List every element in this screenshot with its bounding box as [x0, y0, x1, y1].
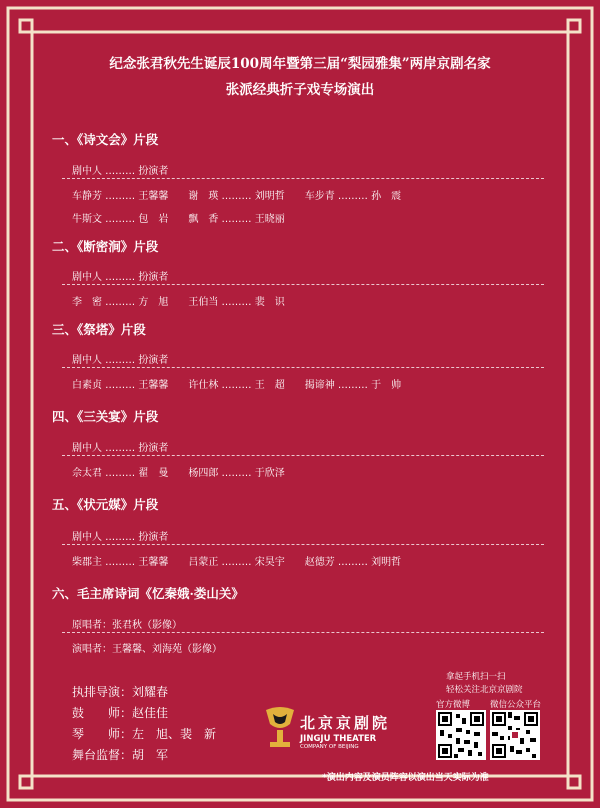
section-1-row-2: 牛斯文 ……… 包 岩 飘 香 ……… 王晓丽: [72, 214, 285, 225]
weibo-qr-code[interactable]: [436, 710, 486, 760]
credit-director: 执排导演：刘耀春: [72, 685, 169, 699]
disclaimer-note: *演出内容及演员阵容以演出当天实际为准: [322, 773, 489, 783]
section-3-row-1: 白素贞 ……… 王馨馨 许仕林 ……… 王 超 揭谛神 ……… 于 帅: [72, 380, 402, 391]
qr-label-wechat: 微信公众平台: [490, 700, 542, 710]
divider: [62, 367, 544, 368]
section-6-row-1: 原唱者：张君秋（影像）: [72, 620, 182, 631]
divider: [62, 632, 544, 633]
section-6-row-2: 演唱者：王馨馨、刘海苑（影像）: [72, 644, 222, 655]
logo-english-1: JINGJU THEATER: [300, 734, 377, 744]
qr-line1: 拿起手机扫一扫: [446, 672, 506, 682]
theater-logo-icon: [263, 706, 297, 752]
section-2-header: 剧中人 ……… 扮演者: [72, 272, 169, 283]
logo-english-2: COMPANY OF BEIJING: [300, 744, 359, 750]
divider: [62, 455, 544, 456]
section-title-2: 二、《断密涧》片段: [52, 239, 159, 254]
qr-line2: 轻松关注北京京剧院: [446, 685, 523, 695]
page-title-line1: 纪念张君秋先生诞辰100周年暨第三届“梨园雅集”两岸京剧名家: [109, 56, 491, 72]
section-3-header: 剧中人 ……… 扮演者: [72, 355, 169, 366]
credit-musician: 琴 师：左 旭、裴 新: [72, 727, 217, 741]
section-4-row-1: 佘太君 ……… 翟 曼 杨四郎 ……… 于欣泽: [72, 468, 285, 479]
section-title-6: 六、毛主席诗词《忆秦娥·娄山关》: [52, 586, 244, 601]
logo-wordmark: [300, 712, 390, 750]
page-title-line2: 张派经典折子戏专场演出: [225, 82, 375, 98]
section-4-header: 剧中人 ……… 扮演者: [72, 443, 169, 454]
logo-chinese: 北京京剧院: [300, 714, 391, 732]
wechat-qr-code[interactable]: [490, 710, 540, 760]
section-2-row-1: 李 密 ……… 方 旭 王伯当 ……… 裴 识: [72, 297, 285, 308]
credit-drummer: 鼓 师：赵佳佳: [72, 706, 169, 720]
section-title-4: 四、《三关宴》片段: [52, 409, 159, 424]
qr-label-weibo: 官方微博: [436, 700, 471, 710]
section-title-5: 五、《状元媒》片段: [52, 497, 159, 512]
section-1-row-1: 车静芳 ……… 王馨馨 谢 瑛 ……… 刘明哲 车步青 ……… 孙 震: [72, 191, 402, 202]
section-5-header: 剧中人 ……… 扮演者: [72, 532, 169, 543]
divider: [62, 544, 544, 545]
credit-stage-manager: 舞台监督：胡 军: [72, 748, 169, 762]
section-title-1: 一、《诗文会》片段: [52, 132, 159, 147]
section-5-row-1: 柴郡主 ……… 王馨馨 吕蒙正 ……… 宋昊宇 赵德芳 ……… 刘明哲: [72, 557, 402, 568]
section-1-header: 剧中人 ……… 扮演者: [72, 166, 169, 177]
divider: [62, 284, 544, 285]
section-title-3: 三、《祭塔》片段: [52, 322, 146, 337]
divider: [62, 178, 544, 179]
